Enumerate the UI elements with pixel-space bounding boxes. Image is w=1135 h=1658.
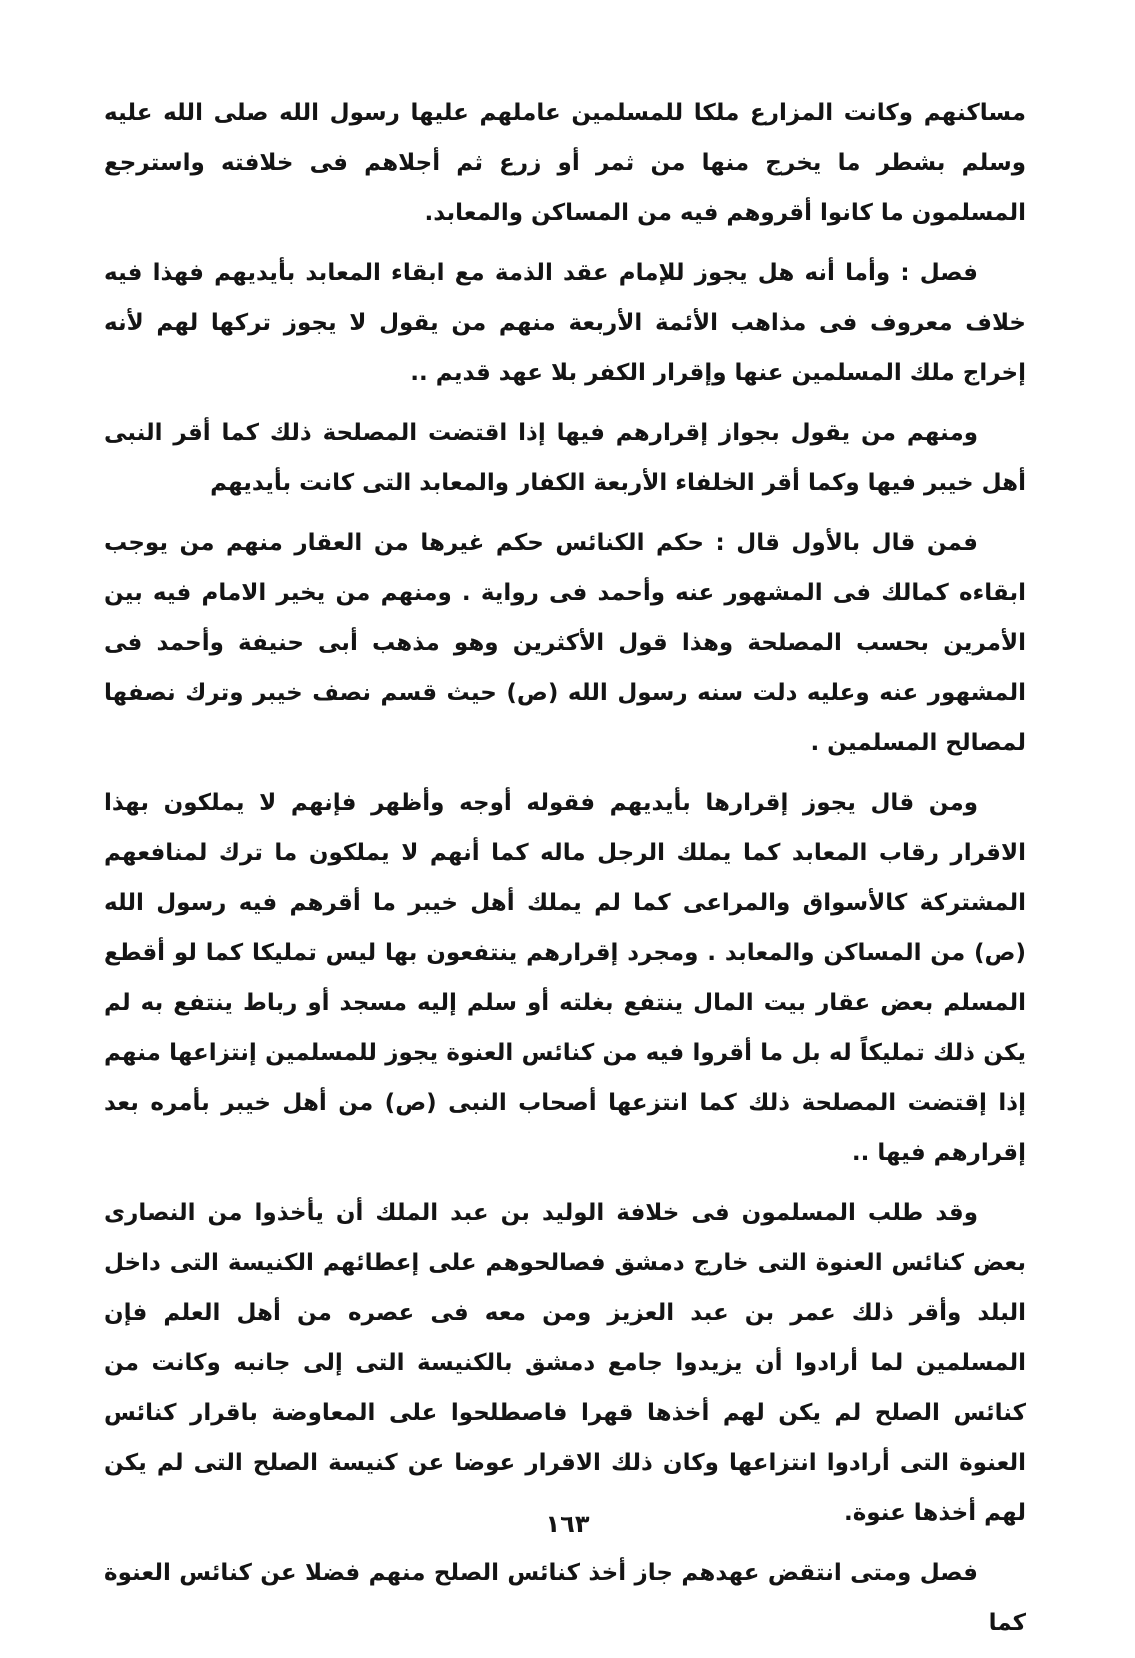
page-number: ١٦٣: [545, 1510, 590, 1538]
paragraph-text: وقد طلب المسلمون فى خلافة الوليد بن عبد الملك أن يأخذوا من النصارى بعض كنائس العنوة التى خارج دمشق فصالحوهم على إعطائهم الكنيسة التى داخل البلد وأقر ذلك عمر بن عبد العزيز ومن معه فى عصره من أهل العلم فإن المسلمين لما أرادوا أن يزيدوا جامع دمشق بالكنيسة التى إلى جانبه وكانت من كنائس الصلح لم يكن لهم أخذها قهرا فاصطلحوا على المعاوضة باقرار كنائس العنوة التى أرادوا انتزاعها وكان ذلك الاقرار عوضا عن كنيسة الصلح التى لم يكن لهم أخذها عنوة.: [104, 1200, 1026, 1526]
paragraph-text: مساكنهم وكانت المزارع ملكا للمسلمين عاملهم عليها رسول الله صلى الله عليه وسلم بشطر ما يخرج منها من ثمر أو زرع ثم أجلاهم فى خلافته واسترجع المسلمون ما كانوا أقروهم فيه من المساكن والمعابد.: [104, 100, 1026, 226]
section-heading-word: فصل: [919, 260, 978, 286]
paragraph-text: : وأما أنه هل يجوز للإمام عقد الذمة مع ابقاء المعابد بأيديهم فهذا فيه خلاف معروف فى مذاهب الأئمة الأربعة منهم من يقول لا يجوز تركها لهم لأنه إخراج ملك المسلمين عنها وإقرار الكفر بلا عهد قديم ..: [104, 260, 1026, 386]
paragraph-2: [104, 248, 1026, 398]
paragraph-4: [104, 518, 1026, 768]
paragraph-text: ومنهم من يقول بجواز إقرارهم فيها إذا اقتضت المصلحة ذلك كما أقر النبى أهل خيبر فيها وكما أقر الخلفاء الأربعة الكفار والمعابد التى كانت بأيديهم: [104, 420, 1026, 496]
paragraph-3: [104, 408, 1026, 508]
paragraph-text: فمن قال بالأول قال : حكم الكنائس حكم غيرها من العقار منهم من يوجب ابقاءه كمالك فى المشهور عنه وأحمد فى رواية . ومنهم من يخير الامام فيه بين الأمرين بحسب المصلحة وهذا قول الأكثرين وهو مذهب أبى حنيفة وأحمد فى المشهور عنه وعليه دلت سنه رسول الله (ص) حيث قسم نصف خيبر وترك نصفها لمصالح المسلمين .: [104, 530, 1026, 756]
paragraph-1: [104, 88, 1026, 238]
paragraph-text: ومن قال يجوز إقرارها بأيديهم فقوله أوجه وأظهر فإنهم لا يملكون بهذا الاقرار رقاب المعابد كما يملك الرجل ماله كما أنهم لا يملكون ما ترك لمنافعهم المشتركة كالأسواق والمراعى كما لم يملك أهل خيبر ما أقرهم فيه رسول الله (ص) من المساكن والمعابد . ومجرد إقرارهم ينتفعون بها ليس تمليكا كما لو أقطع المسلم بعض عقار بيت المال ينتفع بغلته أو سلم إليه مسجد أو رباط ينتفع به لم يكن ذلك تمليكاً له بل ما أقروا فيه من كنائس العنوة يجوز للمسلمين إنتزاعها منهم إذا إقتضت المصلحة ذلك كما انتزعها أصحاب النبى (ص) من أهل خيبر بأمره بعد إقرارهم فيها ..: [104, 790, 1026, 1166]
section-heading-word: فصل: [919, 1560, 978, 1586]
paragraph-text: ومتى انتقض عهدهم جاز أخذ كنائس الصلح منهم فضلا عن كنائس العنوة كما: [104, 1560, 1026, 1636]
paragraph-7: [104, 1548, 1026, 1648]
paragraph-6: [104, 1188, 1026, 1538]
paragraph-5: [104, 778, 1026, 1178]
body-text: [104, 88, 1026, 1658]
